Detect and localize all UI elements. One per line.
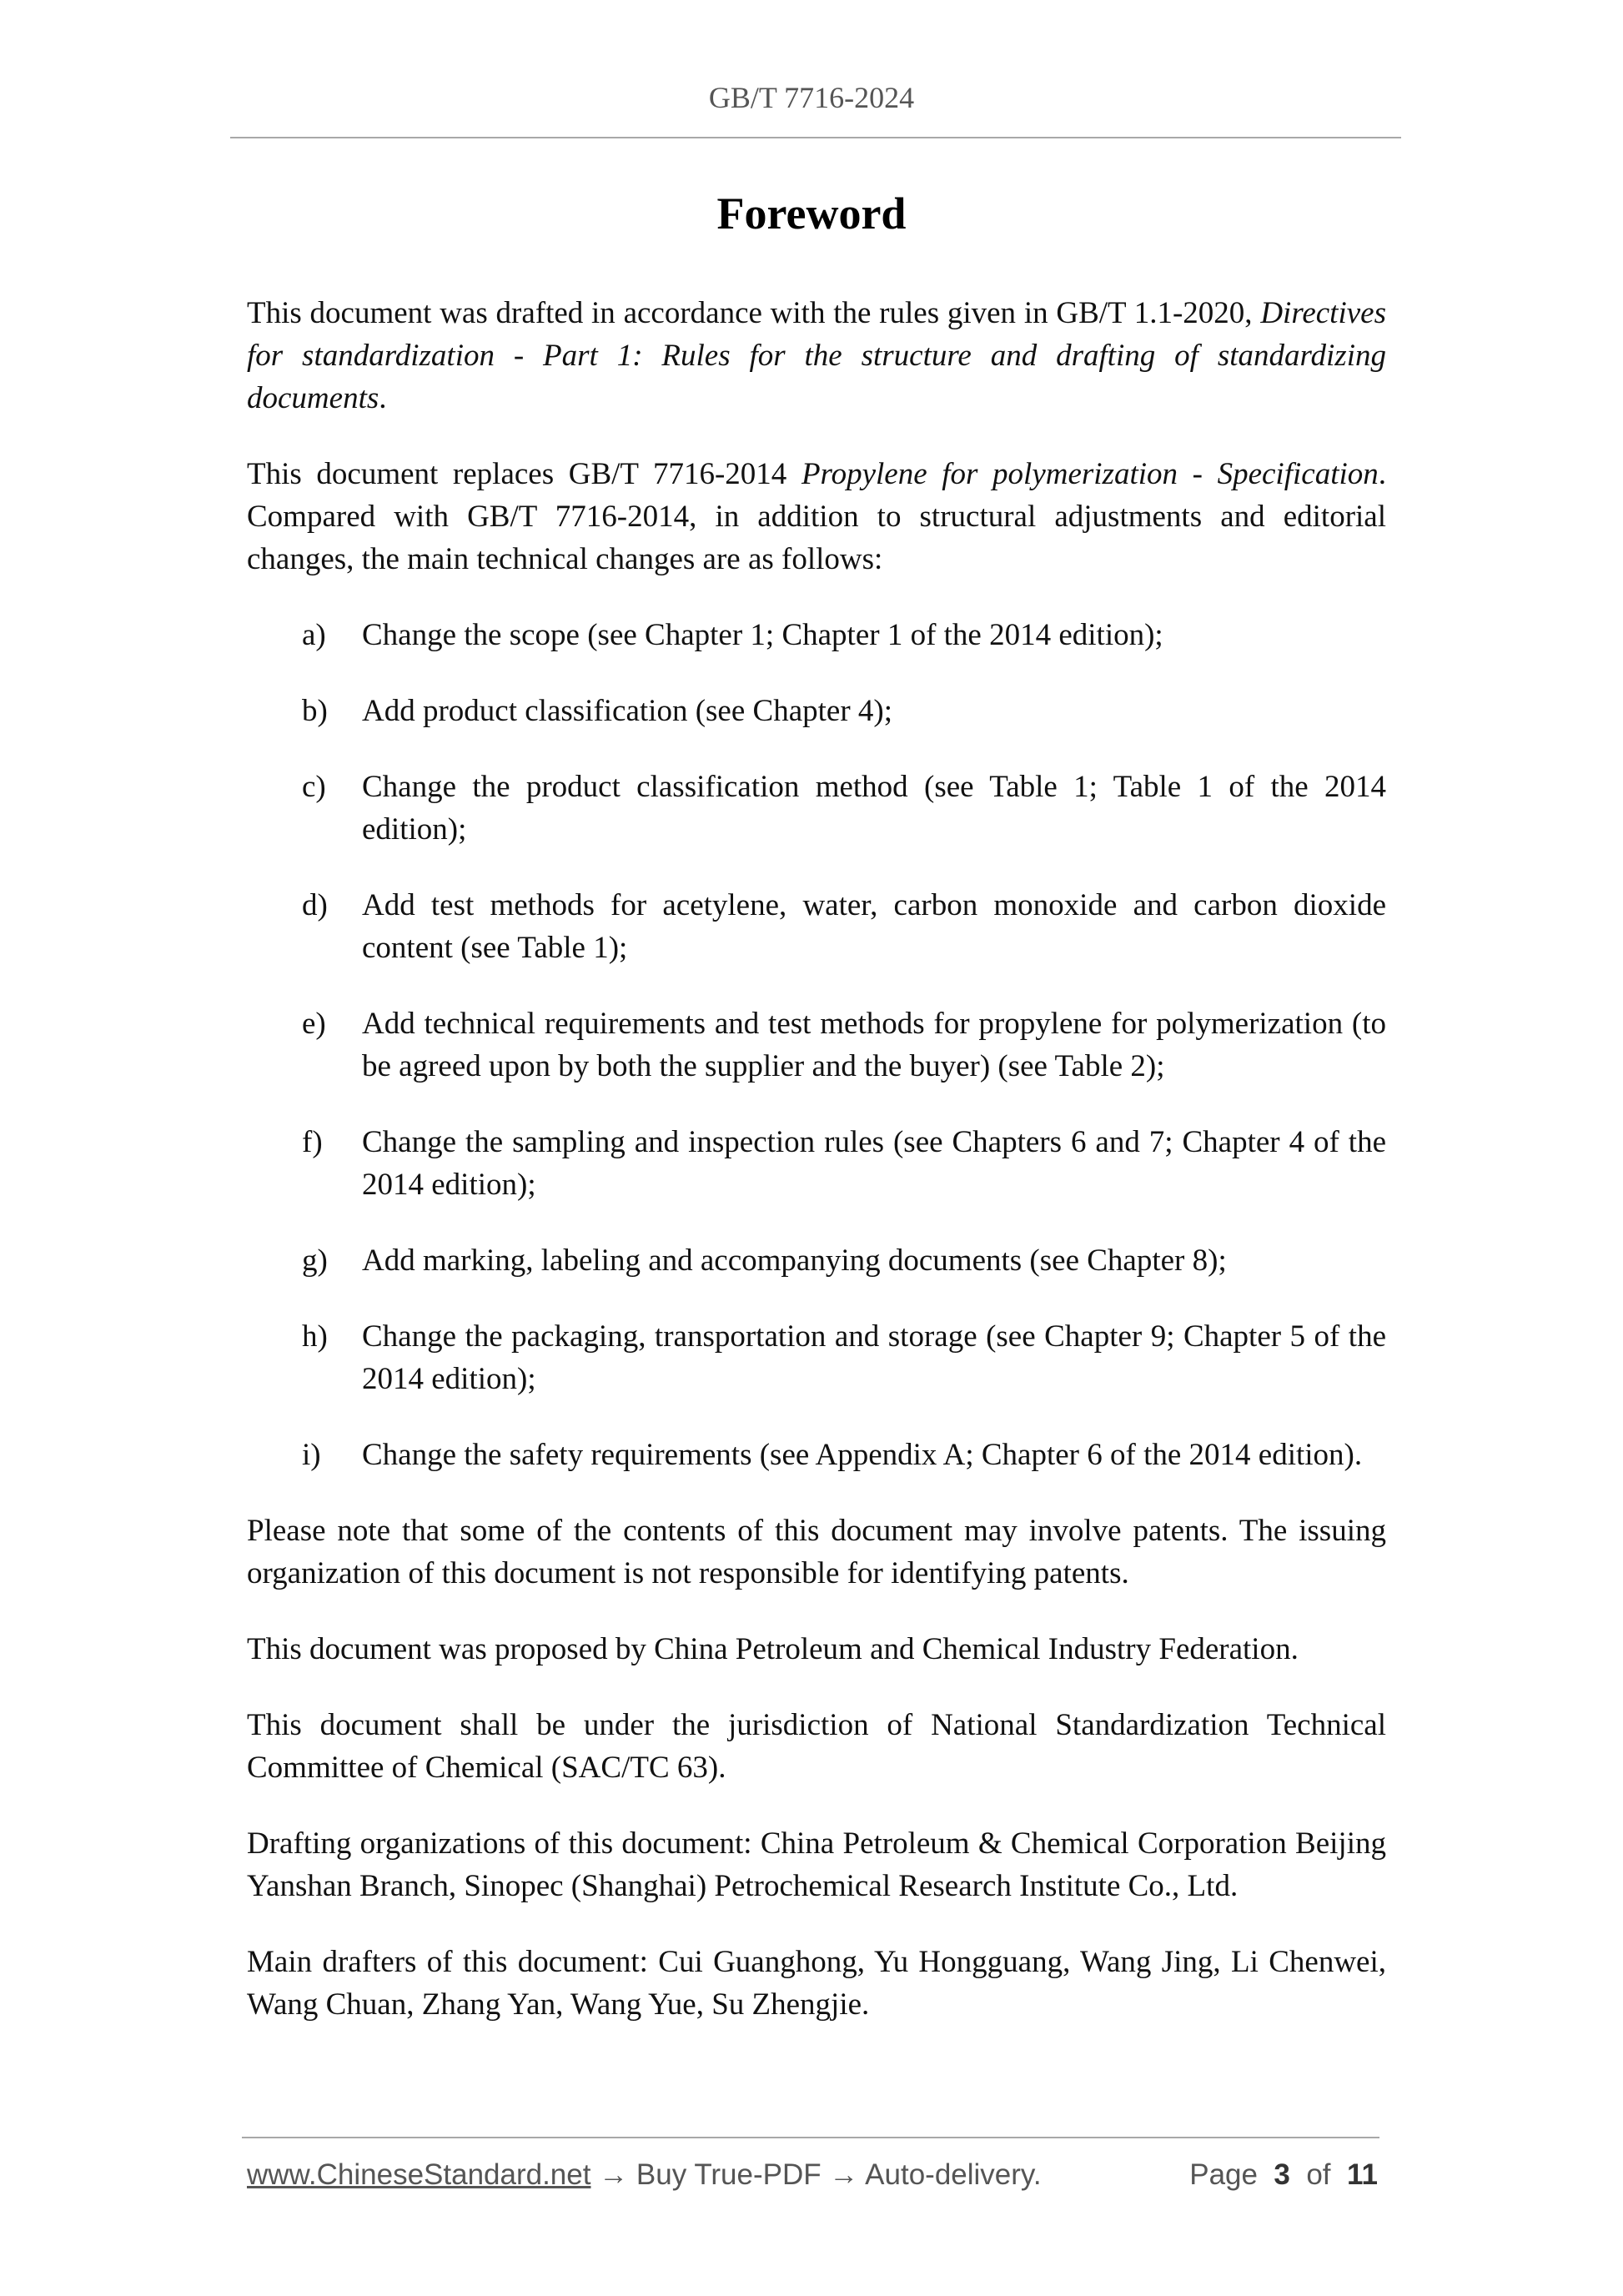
paragraph-jurisdiction: This document shall be under the jurisdiction of National Standardization Technical Committee of Chemical (SAC/TC 63). [247,1708,1386,1785]
list-item-label: c) [302,770,326,804]
list-item [247,884,1386,969]
list-item-text: Add product classification (see Chapter 4); [362,694,892,728]
list-item [247,1002,1386,1088]
page-indicator [1189,2158,1378,2192]
list-item [247,690,1386,732]
paragraph-patents: Please note that some of the contents of this document may involve patents. The issuing organization of this document is not responsible for identifying patents. [247,1514,1386,1590]
list-item [247,1315,1386,1400]
list-item-label: g) [302,1243,328,1278]
paragraph-replacement [247,453,1386,580]
header-divider [230,137,1401,138]
paragraph-proposer: This document was proposed by China Petroleum and Chemical Industry Federation. [247,1632,1299,1666]
document-body [247,292,1386,2059]
list-item [247,1239,1386,1282]
list-item [247,614,1386,656]
list-item-text: Change the safety requirements (see Appendix A; Chapter 6 of the 2014 edition). [362,1438,1363,1472]
referenced-title: Propylene for polymerization - Specification [801,457,1379,491]
paragraph-drafting-rules [247,292,1386,420]
list-item-text: Change the sampling and inspection rules (see Chapters 6 and 7; Chapter 4 of the 2014 edition); [362,1125,1386,1202]
page-of: of [1306,2158,1331,2191]
page-total: 11 [1347,2158,1378,2191]
list-item-text: Change the scope (see Chapter 1; Chapter 1 of the 2014 edition); [362,618,1163,652]
list-item-label: d) [302,888,328,922]
paragraph-main-drafters: Main drafters of this document: Cui Guanghong, Yu Hongguang, Wang Jing, Li Chenwei, Wang Chuan, Zhang Yan, Wang Yue, Su Zhengjie. [247,1945,1386,2022]
paragraph-text: . [379,381,387,415]
list-item-label: e) [302,1007,326,1041]
list-item [247,766,1386,851]
list-item-label: f) [302,1125,323,1159]
page-title: Foreword [716,188,907,239]
page-word: Page [1189,2158,1258,2191]
footer-promo [247,2158,1042,2192]
paragraph-drafting-organizations: Drafting organizations of this document: China Petroleum & Chemical Corporation Beijing Yanshan Branch, Sinopec (Shanghai) Petrochemical Research Institute Co., Ltd. [247,1826,1386,1903]
list-item-label: h) [302,1319,328,1354]
list-item-text: Add test methods for acetylene, water, carbon monoxide and carbon dioxide content (see Table 1); [362,888,1386,965]
list-item-text: Change the product classification method (see Table 1; Table 1 of the 2014 edition); [362,770,1386,847]
page-current: 3 [1274,2158,1290,2191]
page-footer [247,2158,1378,2192]
paragraph-text: This document was drafted in accordance with the rules given in GB/T 1.1-2020, [247,296,1261,330]
list-item-text: Add technical requirements and test methods for propylene for polymerization (to be agreed upon by both the supplier and the buyer) (see Table 2); [362,1007,1386,1083]
list-item [247,1121,1386,1206]
footer-promo-text: → Buy True-PDF → Auto-delivery. [590,2158,1042,2191]
list-item [247,1434,1386,1476]
paragraph-text: . Compared with GB/T 7716-2014, in addition to structural adjustments and editorial changes, the main technical changes are as follows: [247,457,1387,576]
running-header: GB/T 7716-2024 [708,81,915,114]
list-item-text: Change the packaging, transportation and storage (see Chapter 9; Chapter 5 of the 2014 edition); [362,1319,1386,1396]
footer-divider [242,2137,1379,2138]
technical-changes-list [247,614,1386,1476]
list-item-text: Add marking, labeling and accompanying documents (see Chapter 8); [362,1243,1227,1278]
referenced-title: Directives for standardization - Part 1: Rules for the structure and drafting of standardizing documents [247,296,1386,415]
list-item-label: i) [302,1438,321,1472]
list-item-label: b) [302,694,328,728]
paragraph-text: This document replaces GB/T 7716-2014 [247,457,801,491]
list-item-label: a) [302,618,326,652]
site-link[interactable]: www.ChineseStandard.net [247,2158,591,2191]
